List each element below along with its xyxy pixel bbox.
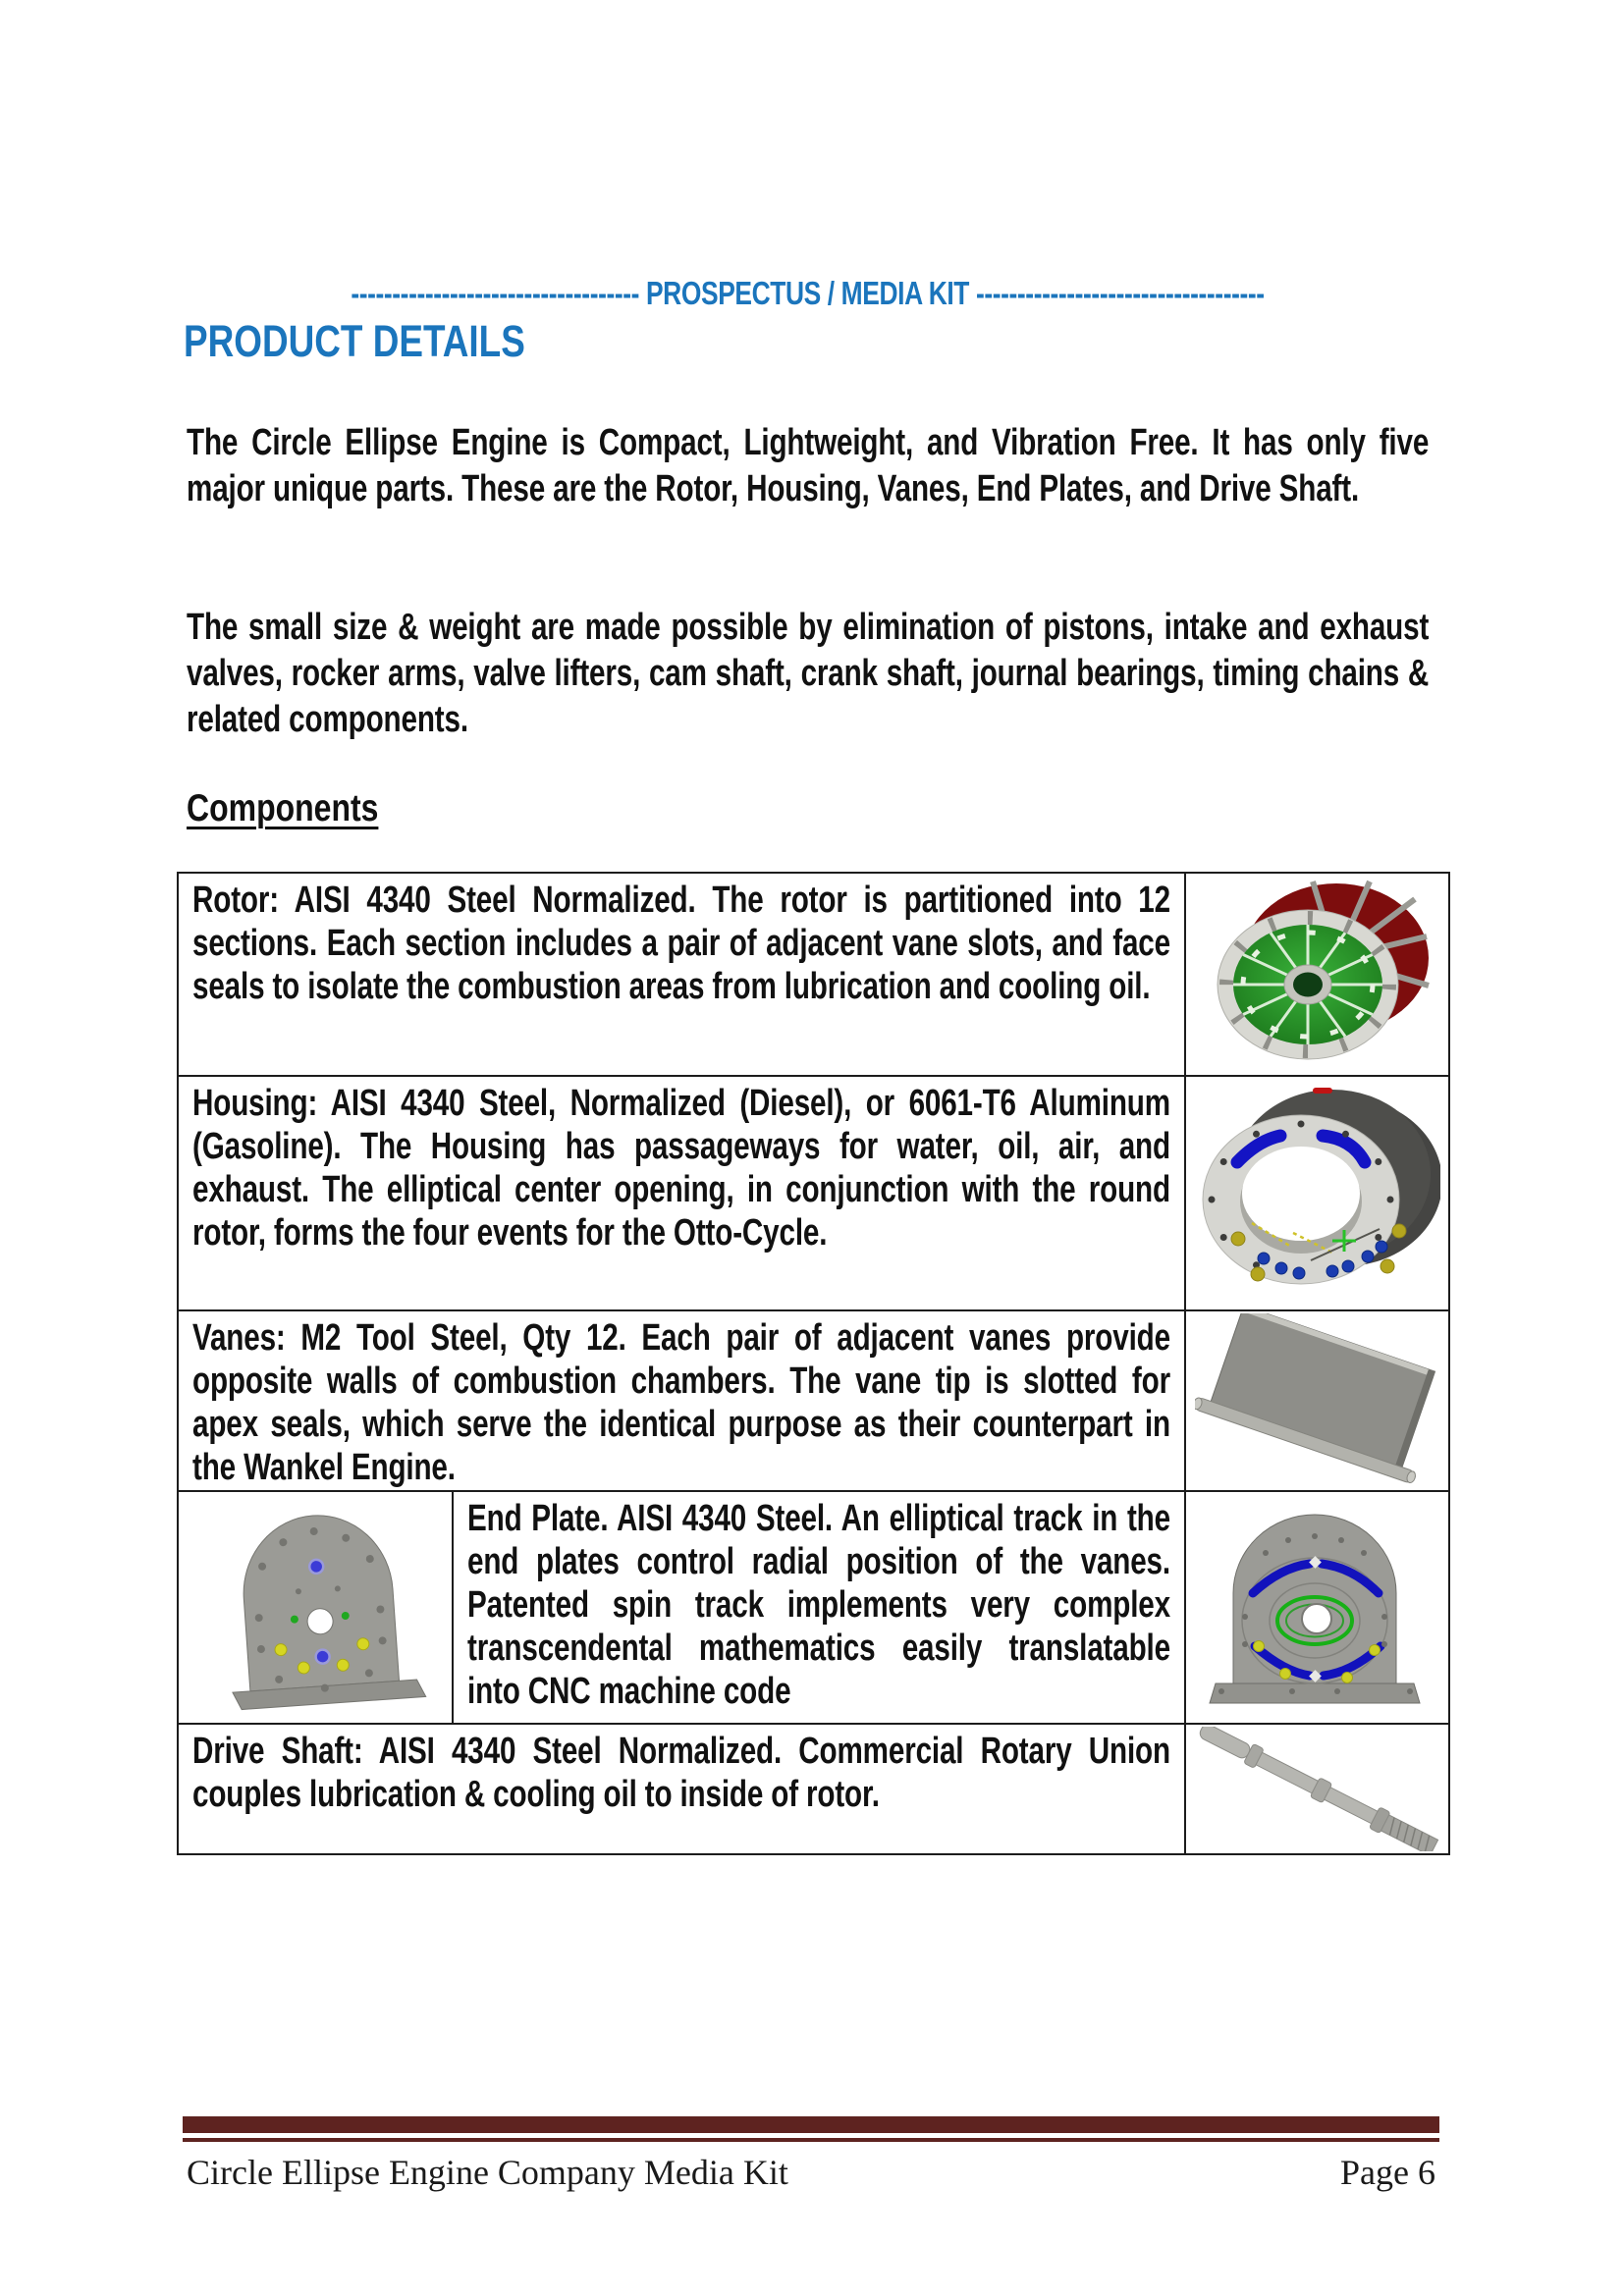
table-row-rotor: [179, 874, 1448, 1075]
table-row-housing: [179, 1075, 1448, 1309]
page-footer: [187, 2152, 1435, 2193]
drive-shaft-image-cell: [1186, 1725, 1448, 1853]
table-row-drive-shaft: [179, 1723, 1448, 1853]
housing-description-cell: [179, 1077, 1186, 1309]
vanes-description-cell: [179, 1311, 1186, 1490]
housing-render-icon: [1195, 1082, 1440, 1306]
footer-rule-thick: [183, 2116, 1439, 2133]
footer-company-text: Circle Ellipse Engine Company Media Kit: [187, 2153, 788, 2192]
vanes-image-cell: [1186, 1311, 1448, 1490]
footer-page-number: Page 6: [1340, 2153, 1435, 2192]
rotor-description-cell: [179, 874, 1186, 1075]
rotor-image-cell: [1186, 874, 1448, 1075]
prospectus-media-kit-header: ----------------------------------- PROSPECTUS / MEDIA KIT -----------------------------------: [351, 275, 1265, 311]
end-plate-description: End Plate. AISI 4340 Steel. An elliptical track in the end plates control radial position of the vanes. Patented spin track implements very complex transcendental mathematics easily translatable into CNC machine code: [467, 1498, 1170, 1712]
intro-paragraph: The Circle Ellipse Engine is Compact, Lightweight, and Vibration Free. It has only five major unique parts. These are the Rotor, Housing, Vanes, End Plates, and Drive Shaft.: [187, 422, 1430, 509]
vanes-description: Vanes: M2 Tool Steel, Qty 12. Each pair of adjacent vanes provide opposite walls of combustion chambers. The vane tip is slotted for apex seals, which serve the identical purpose as their counterpart in the Wankel Engine.: [192, 1317, 1170, 1488]
drive-shaft-render-icon: [1195, 1727, 1440, 1851]
drive-shaft-description-cell: [179, 1725, 1186, 1853]
drive-shaft-description: Drive Shaft: AISI 4340 Steel Normalized. Commercial Rotary Union couples lubrication & cooling oil to inside of rotor.: [192, 1731, 1170, 1815]
housing-description: Housing: AISI 4340 Steel, Normalized (Diesel), or 6061-T6 Aluminum (Gasoline). The Housing has passageways for water, oil, air, and exhaust. The elliptical center opening, in conjunction with the round rotor, forms the four events for the Otto-Cycle.: [192, 1083, 1170, 1254]
end-plate-description-cell: [454, 1492, 1186, 1723]
end-plate-right-image-cell: [1186, 1492, 1448, 1723]
end-plate-front-render-icon: [1202, 1497, 1433, 1719]
rotor-description: Rotor: AISI 4340 Steel Normalized. The rotor is partitioned into 12 sections. Each section includes a pair of adjacent vane slots, and face seals to isolate the combustion areas from lubrication and cooling oil.: [192, 880, 1170, 1007]
footer-rule-thin: [183, 2138, 1439, 2142]
components-table: [177, 872, 1450, 1855]
end-plate-iso-render-icon: [184, 1496, 447, 1720]
vane-render-icon: [1195, 1313, 1440, 1488]
rotor-render-icon: [1205, 878, 1431, 1072]
page-title: PRODUCT DETAILS: [184, 316, 525, 366]
size-weight-paragraph: The small size & weight are made possible by elimination of pistons, intake and exhaust valves, rocker arms, valve lifters, cam shaft, crank shaft, journal bearings, timing chains & related components.: [187, 607, 1430, 740]
components-heading: Components: [187, 787, 379, 829]
end-plate-left-image-cell: [179, 1492, 454, 1723]
table-row-end-plate: [179, 1490, 1448, 1723]
table-row-vanes: [179, 1309, 1448, 1490]
housing-image-cell: [1186, 1077, 1448, 1309]
